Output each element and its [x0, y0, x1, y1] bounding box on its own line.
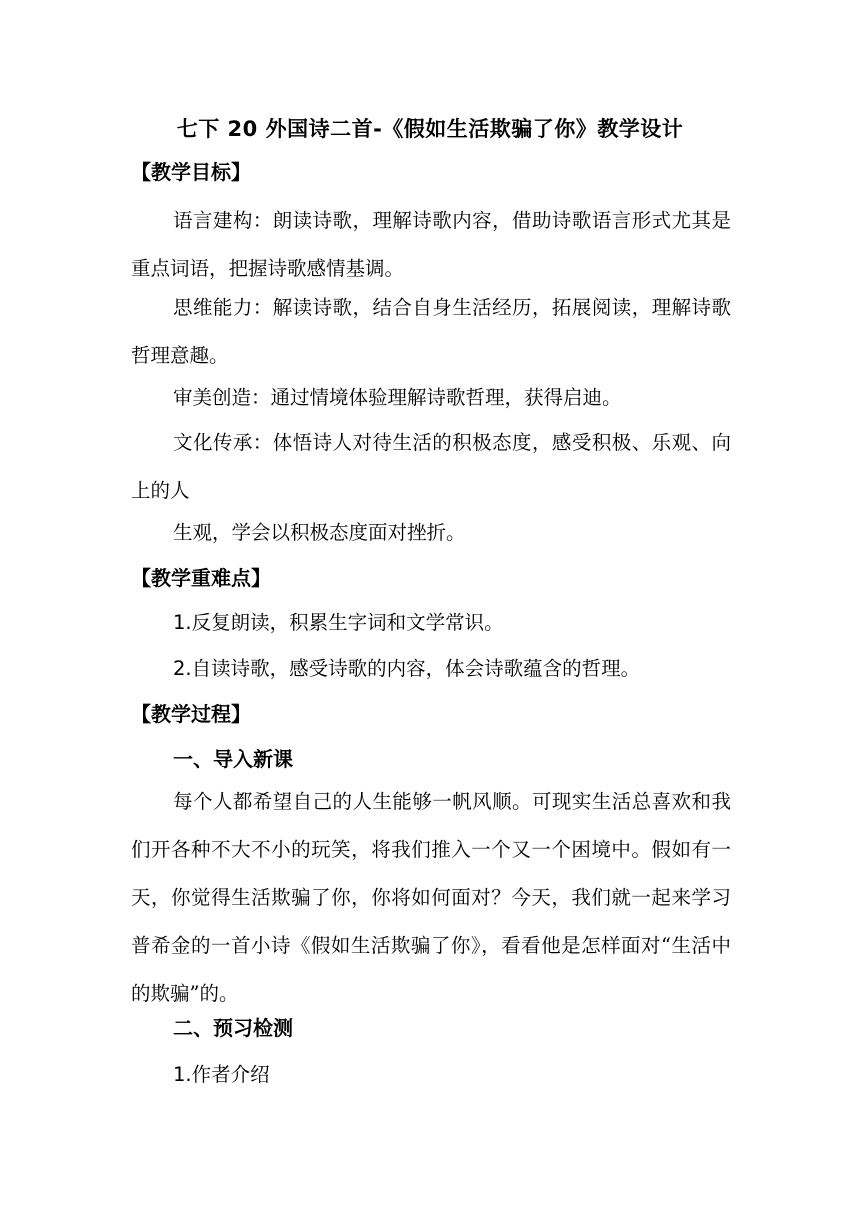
key-point-1	[173, 608, 504, 638]
document-title: 七下 20 外国诗二首-《假如生活欺骗了你》教学设计	[176, 117, 684, 141]
process-part1-text: 每个人都希望自己的人生能够一帆风顺。可现实生活总喜欢和我们开各种不大不小的玩笑，将我们推入一个又一个困境中。假如有一天，你觉得生活欺骗了你，你将如何面对？今天，我们就一起来学习普希金的一首小诗《假如生活欺骗了你》，看看他是怎样面对“生活中的欺骗”的。	[131, 790, 731, 1005]
process-part2-item1-number: 1.	[173, 1063, 192, 1086]
process-part2-item1	[173, 1060, 270, 1090]
key-point-1-number: 1.	[173, 611, 192, 634]
key-points-heading: 【教学重难点】	[131, 566, 271, 590]
key-point-2	[173, 654, 640, 684]
process-heading: 【教学过程】	[131, 702, 251, 726]
objective-aesthetic: 审美创造：通过情境体验理解诗歌哲理，获得启迪。	[173, 386, 622, 409]
objective-culture-continued: 生观，学会以积极态度面对挫折。	[173, 521, 466, 544]
process-part1-title: 一、导入新课	[173, 747, 293, 771]
key-point-2-text: 自读诗歌，感受诗歌的内容，体会诗歌蕴含的哲理。	[191, 657, 641, 680]
objective-culture: 文化传承：体悟诗人对待生活的积极态度，感受积极、乐观、向上的人	[131, 431, 731, 502]
process-part2-item1-text: 作者介绍	[191, 1063, 270, 1086]
objectives-heading: 【教学目标】	[131, 160, 251, 184]
objective-thinking: 思维能力：解读诗歌，结合自身生活经历，拓展阅读，理解诗歌哲理意趣。	[131, 296, 731, 367]
key-point-1-text: 反复朗读，积累生字词和文学常识。	[191, 611, 504, 634]
key-point-2-number: 2.	[173, 657, 192, 680]
process-part2-title: 二、预习检测	[173, 1016, 293, 1040]
objective-language: 语言建构：朗读诗歌，理解诗歌内容，借助诗歌语言形式尤其是重点词语，把握诗歌感情基调。	[131, 209, 731, 280]
